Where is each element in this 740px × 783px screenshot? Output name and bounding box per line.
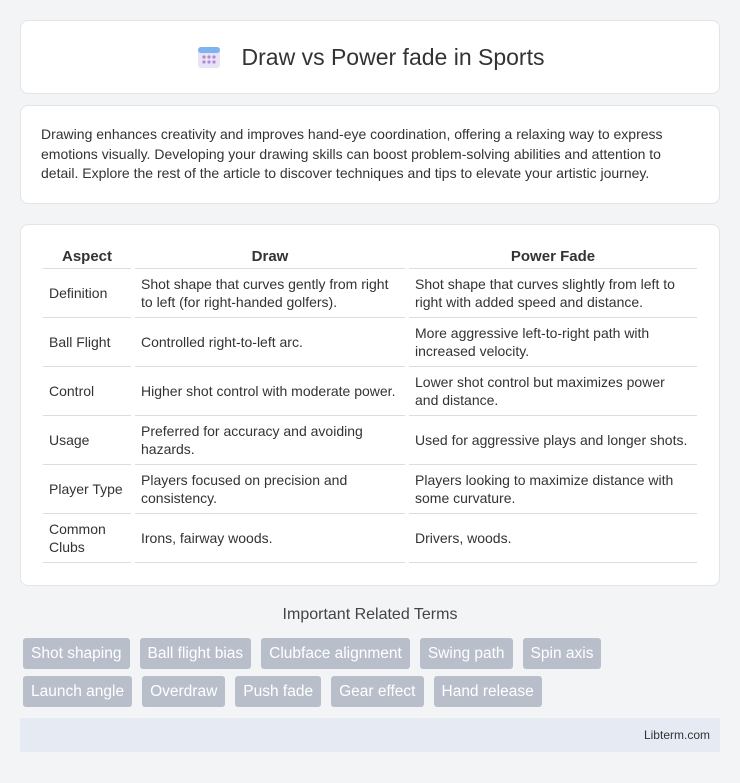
table-cell: Used for aggressive plays and longer shots. xyxy=(409,416,697,465)
table-row xyxy=(43,367,697,416)
table-row xyxy=(43,416,697,465)
table-cell: More aggressive left-to-right path with increased velocity. xyxy=(409,318,697,367)
table-cell: Preferred for accuracy and avoiding hazards. xyxy=(135,416,405,465)
header-card xyxy=(20,20,720,94)
term-tag[interactable]: Spin axis xyxy=(523,638,602,669)
footer xyxy=(20,718,720,752)
intro-text: Drawing enhances creativity and improves hand-eye coordination, offering a relaxing way to express emotions visually. Developing your drawing skills can boost problem-solving abilities and attention to detail. Explore the rest of the article to discover techniques and tips to elevate your artistic journey. xyxy=(41,126,663,181)
table-cell: Usage xyxy=(43,416,131,465)
term-tag[interactable]: Shot shaping xyxy=(23,638,130,669)
related-terms-title: Important Related Terms xyxy=(282,606,458,623)
table-cell: Player Type xyxy=(43,465,131,514)
comparison-table xyxy=(39,245,701,563)
term-tag[interactable]: Push fade xyxy=(235,676,321,707)
table-cell: Common Clubs xyxy=(43,514,131,563)
page-title: Draw vs Power fade in Sports xyxy=(241,43,545,70)
table-cell: Ball Flight xyxy=(43,318,131,367)
intro-card xyxy=(20,105,720,204)
comparison-card xyxy=(20,224,720,586)
term-tag[interactable]: Gear effect xyxy=(331,676,423,707)
term-tag[interactable]: Ball flight bias xyxy=(140,638,252,669)
term-tag[interactable]: Launch angle xyxy=(23,676,132,707)
table-cell: Control xyxy=(43,367,131,416)
table-cell: Players focused on precision and consistency. xyxy=(135,465,405,514)
table-row xyxy=(43,465,697,514)
table-cell: Drivers, woods. xyxy=(409,514,697,563)
related-terms-list xyxy=(20,638,720,707)
term-tag[interactable]: Hand release xyxy=(434,676,542,707)
table-cell: Shot shape that curves gently from right to left (for right-handed golfers). xyxy=(135,269,405,318)
term-tag[interactable]: Clubface alignment xyxy=(261,638,410,669)
table-cell: Players looking to maximize distance with some curvature. xyxy=(409,465,697,514)
column-header: Power Fade xyxy=(409,245,697,269)
calendar-icon xyxy=(196,44,222,70)
table-cell: Shot shape that curves slightly from left to right with added speed and distance. xyxy=(409,269,697,318)
table-cell: Definition xyxy=(43,269,131,318)
table-cell: Irons, fairway woods. xyxy=(135,514,405,563)
table-cell: Lower shot control but maximizes power and distance. xyxy=(409,367,697,416)
table-row xyxy=(43,514,697,563)
table-cell: Higher shot control with moderate power. xyxy=(135,367,405,416)
table-row xyxy=(43,269,697,318)
column-header: Aspect xyxy=(43,245,131,269)
footer-link[interactable]: Libterm.com xyxy=(643,728,710,742)
column-header: Draw xyxy=(135,245,405,269)
table-header-row xyxy=(43,245,697,269)
table-row xyxy=(43,318,697,367)
table-cell: Controlled right-to-left arc. xyxy=(135,318,405,367)
term-tag[interactable]: Swing path xyxy=(420,638,513,669)
term-tag[interactable]: Overdraw xyxy=(142,676,225,707)
